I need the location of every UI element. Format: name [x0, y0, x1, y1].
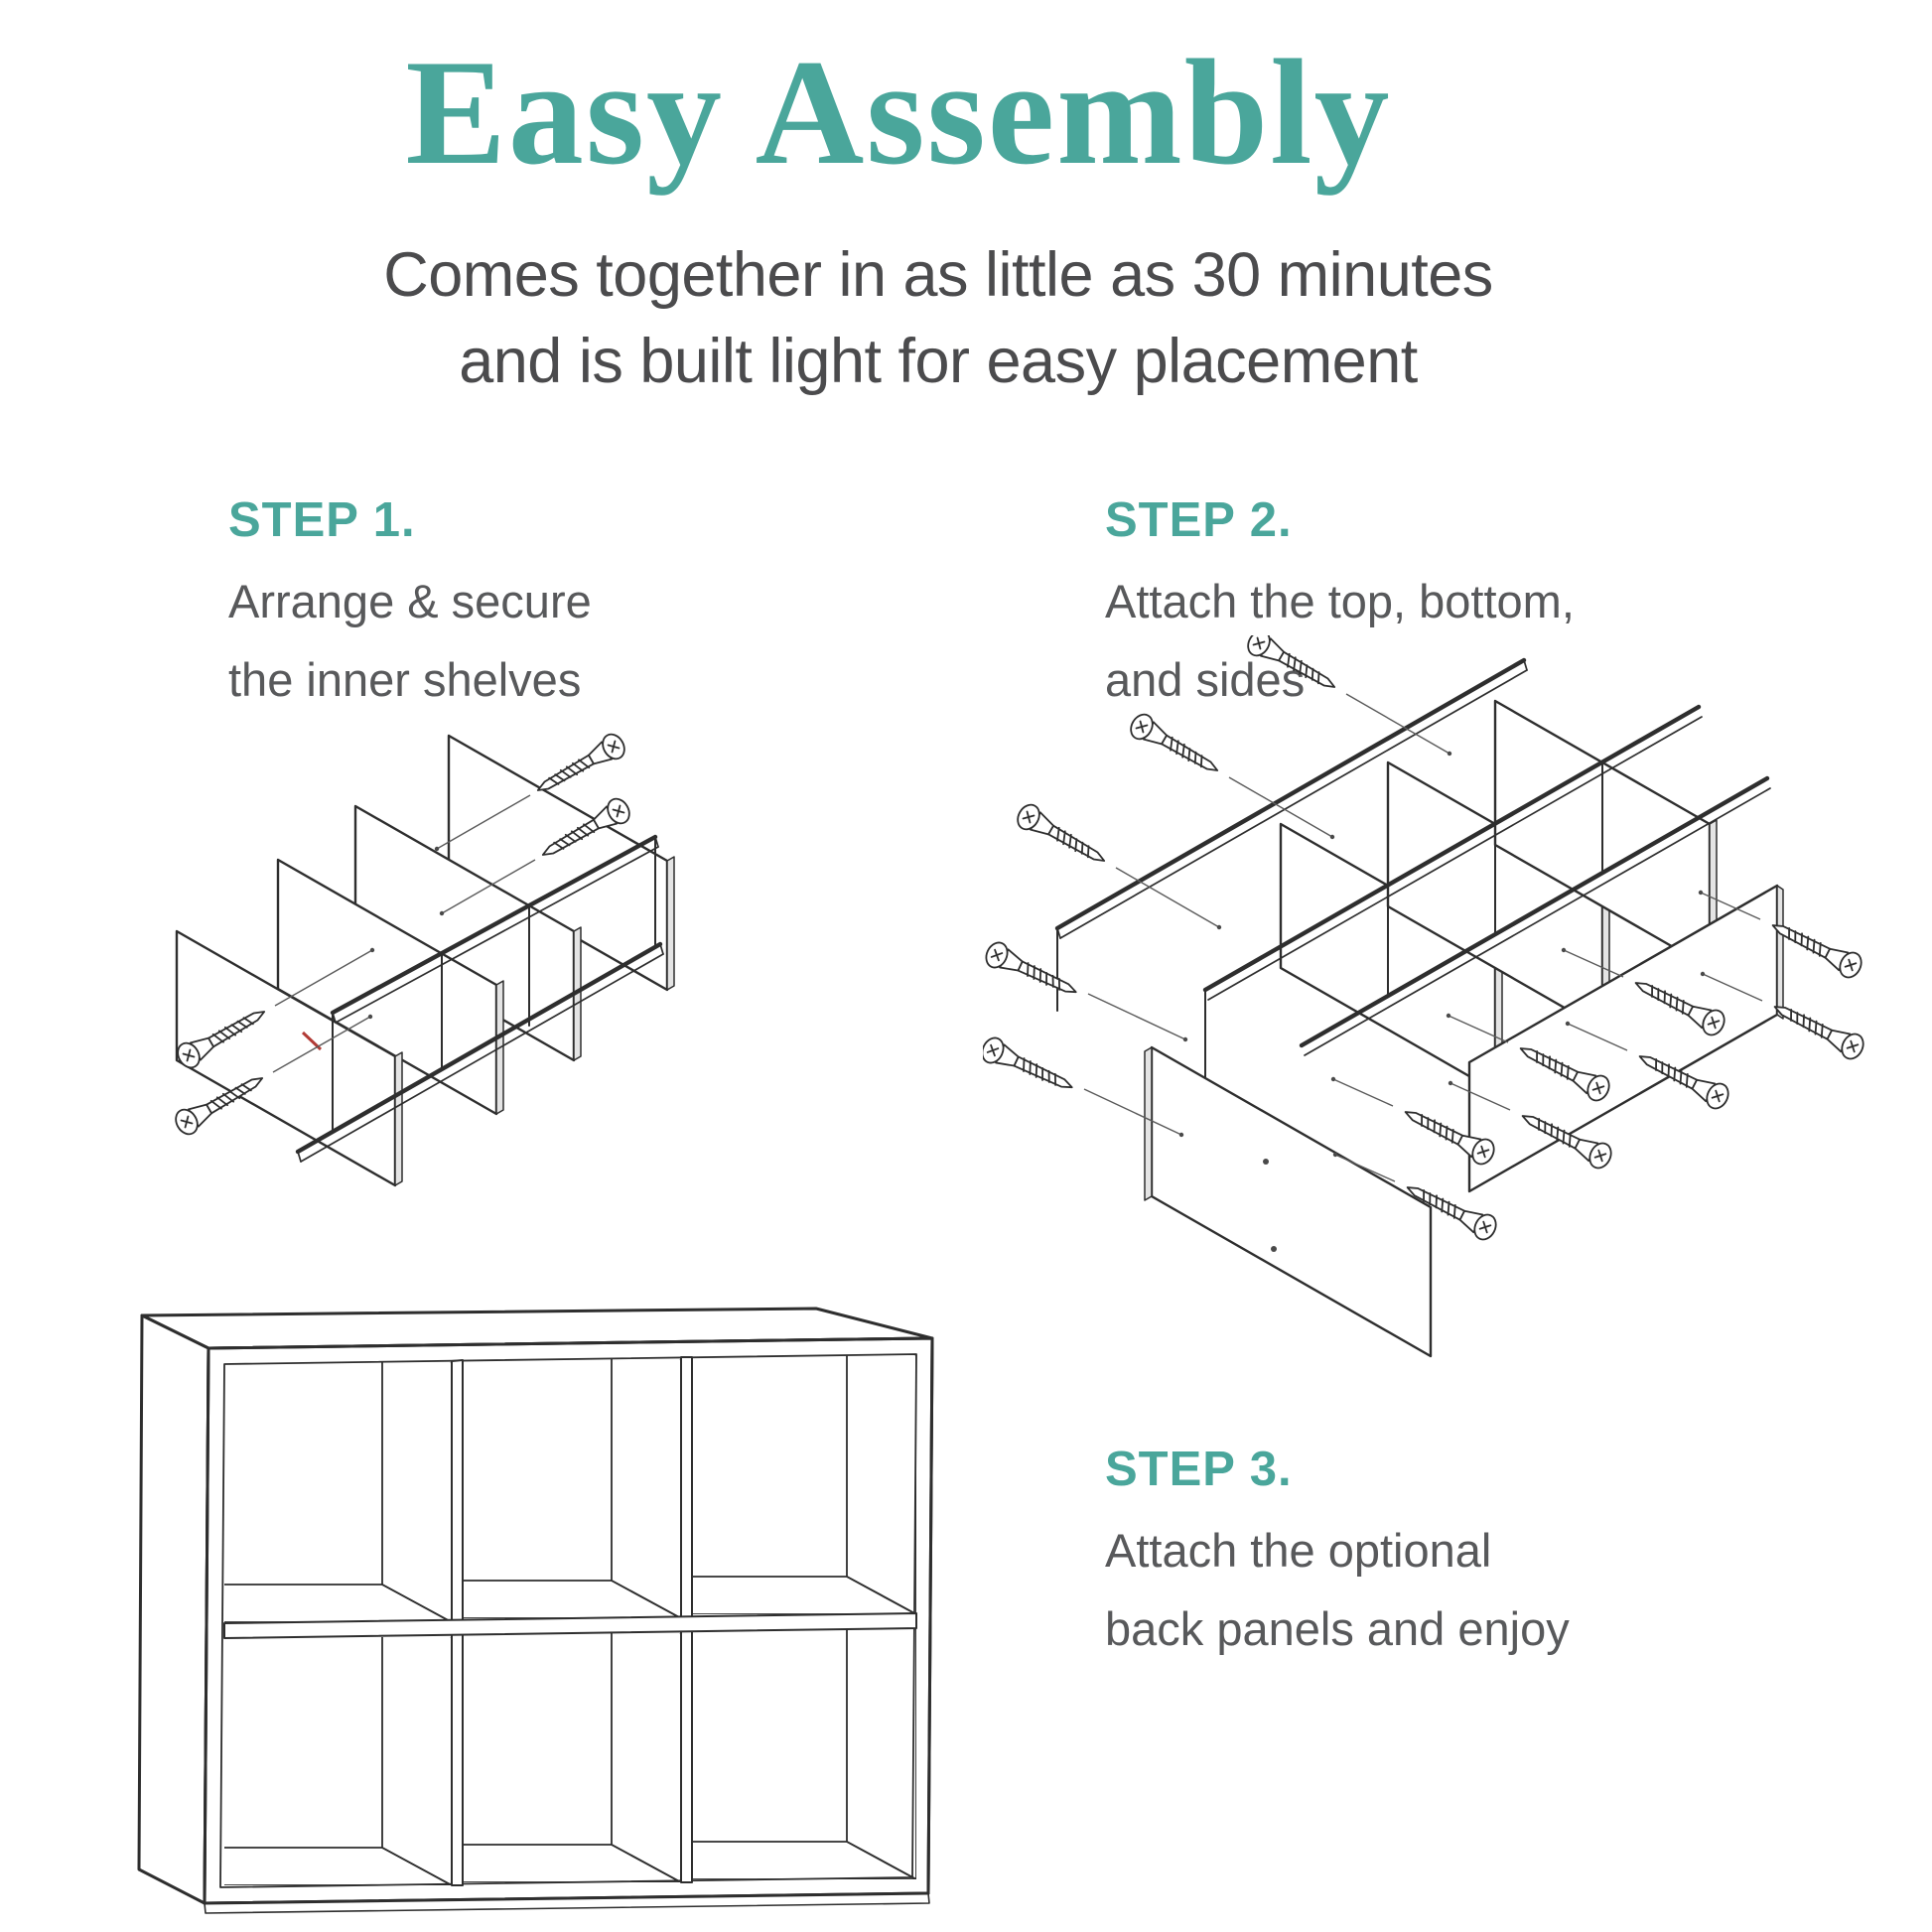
step-2-label: STEP 2.	[1105, 493, 1293, 547]
organizer-body	[139, 1309, 932, 1913]
page-title: Easy Assembly	[405, 29, 1392, 196]
step-2-line-2: and sides	[1105, 653, 1306, 706]
step-1-line-1: Arrange & secure	[228, 575, 592, 627]
screw-icon	[1127, 711, 1224, 782]
step-1-line-2: the inner shelves	[228, 653, 582, 706]
screw-icon	[1244, 635, 1341, 698]
step-1-label: STEP 1.	[228, 493, 416, 547]
step2-attach-panels-diagram	[983, 635, 1932, 1370]
assembled-organizer-diagram	[84, 1296, 958, 1931]
step-3-text-block	[1105, 1442, 1570, 1668]
subtitle-line-1: Comes together in as little as 30 minutes	[383, 240, 1493, 310]
step-3-line-1: Attach the optional	[1105, 1524, 1492, 1577]
screw-icon	[983, 1035, 1077, 1099]
step-1-text-block	[228, 492, 592, 719]
bottom-front-panel	[1145, 1047, 1431, 1356]
page-subtitle	[0, 232, 1876, 405]
step-3-label: STEP 3.	[1105, 1443, 1293, 1496]
screw-icon	[983, 939, 1081, 1004]
subtitle-line-2: and is built light for easy placement	[459, 327, 1418, 396]
step1-exploded-shelves-diagram	[139, 695, 953, 1350]
screw-icon	[1014, 801, 1111, 873]
step-2-line-1: Attach the top, bottom,	[1105, 575, 1575, 627]
step-3-line-2: back panels and enjoy	[1105, 1602, 1570, 1655]
